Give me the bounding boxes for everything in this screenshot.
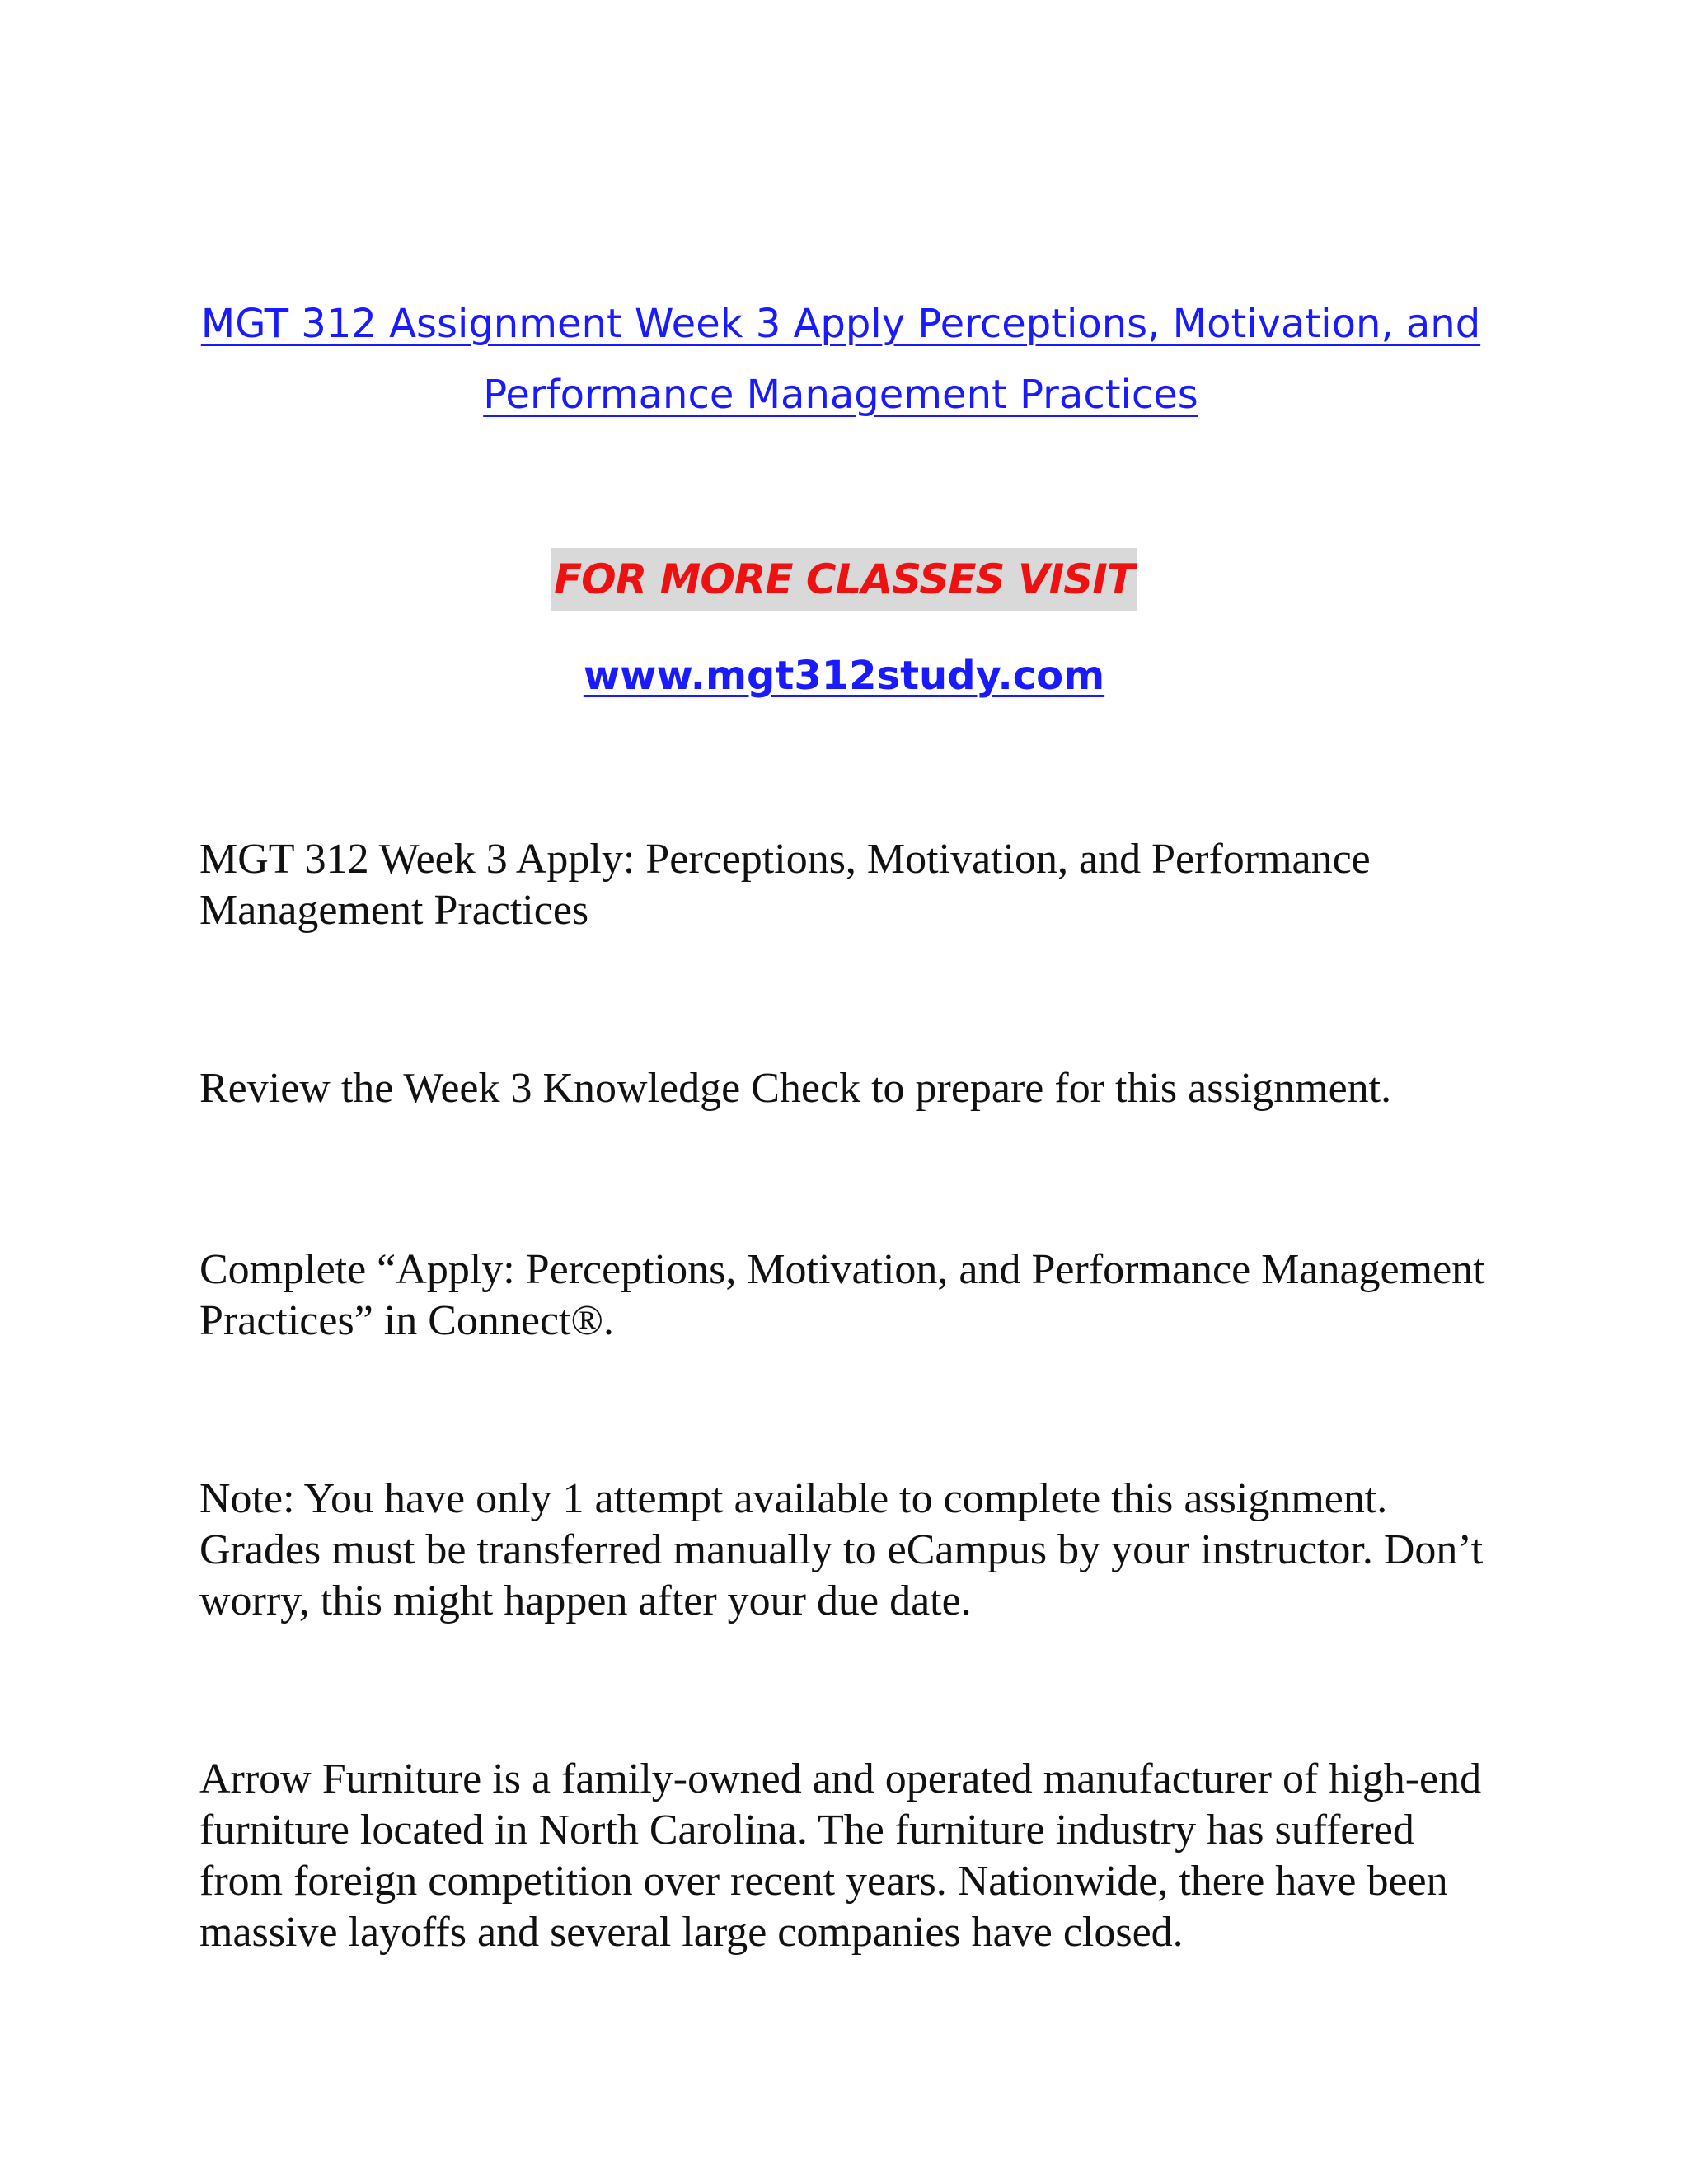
assignment-title-link[interactable]: MGT 312 Assignment Week 3 Apply Perceptions, Motivation, and Performance Management Practices	[200, 301, 1481, 418]
promo-banner	[0, 548, 1688, 611]
promo-text: FOR MORE CLASSES VISIT	[551, 548, 1137, 611]
note-paragraph: Note: You have only 1 attempt available to complete this assignment. Grades must be transferred manually to eCampus by your instructor. Don’t worry, this might happen after your due date.	[199, 1475, 1484, 1624]
website-link[interactable]: www.mgt312study.com	[583, 653, 1105, 699]
review-paragraph: Review the Week 3 Knowledge Check to prepare for this assignment.	[199, 1065, 1392, 1112]
complete-paragraph: Complete “Apply: Perceptions, Motivation, and Performance Management Practices” in Connect®.	[199, 1246, 1485, 1344]
site-link-line	[0, 653, 1688, 699]
arrow-furniture-paragraph: Arrow Furniture is a family-owned and operated manufacturer of high-end furniture located in North Carolina. The furniture industry has suffered from foreign competition over recent years. Nationwide, there have been massive layoffs and several large companies have closed.	[199, 1755, 1482, 1956]
assignment-heading-paragraph: MGT 312 Week 3 Apply: Perceptions, Motivation, and Performance Management Practices	[199, 836, 1371, 934]
